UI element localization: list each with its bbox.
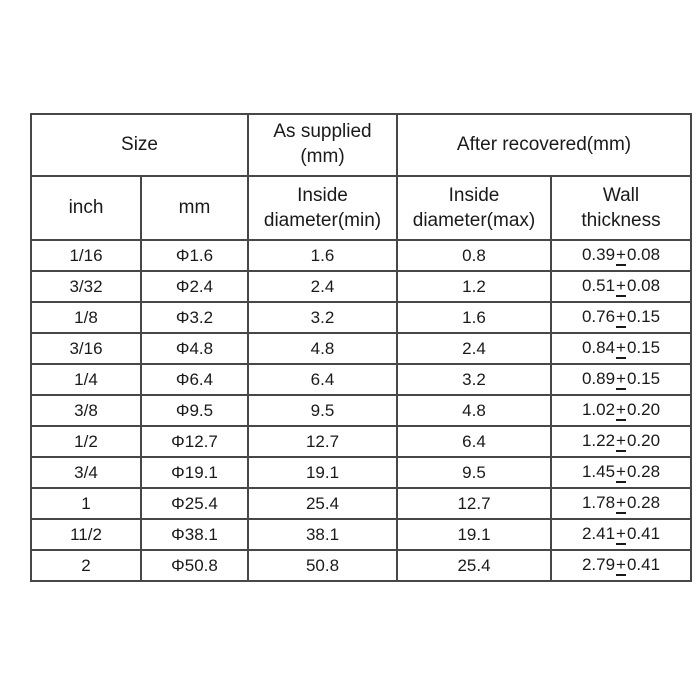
cell-size-mm: Φ1.6 [141, 240, 248, 271]
cell-size-inch: 1/8 [31, 302, 141, 333]
plus-minus-symbol: + [616, 557, 627, 576]
plus-minus-symbol: + [616, 371, 627, 390]
header-size-label: Size [121, 133, 158, 155]
header-inside-min-line1: Inside [297, 184, 348, 206]
cell-inside-diameter-max: 0.8 [397, 240, 551, 271]
header-wall-line2: thickness [581, 210, 661, 231]
cell-inside-diameter-max: 6.4 [397, 426, 551, 457]
table-row [31, 519, 691, 550]
cell-size-inch: 1/16 [31, 240, 141, 271]
cell-inside-diameter-min: 4.8 [248, 333, 397, 364]
cell-size-mm: Φ12.7 [141, 426, 248, 457]
plus-minus-symbol: + [616, 340, 627, 359]
cell-size-mm: Φ6.4 [141, 364, 248, 395]
plus-minus-symbol: + [616, 433, 627, 452]
cell-size-inch: 3/8 [31, 395, 141, 426]
cell-size-mm: Φ25.4 [141, 488, 248, 519]
plus-minus-symbol: + [616, 278, 627, 297]
cell-inside-diameter-min: 25.4 [248, 488, 397, 519]
cell-size-mm: Φ19.1 [141, 457, 248, 488]
cell-size-mm: Φ9.5 [141, 395, 248, 426]
cell-inside-diameter-max: 19.1 [397, 519, 551, 550]
cell-inside-diameter-min: 2.4 [248, 271, 397, 302]
cell-wall-thickness: 0.39+0.08 [551, 240, 691, 271]
table-row [31, 302, 691, 333]
table-row [31, 550, 691, 581]
cell-wall-thickness: 0.76+0.15 [551, 302, 691, 333]
cell-inside-diameter-max: 4.8 [397, 395, 551, 426]
cell-wall-thickness: 0.51+0.08 [551, 271, 691, 302]
cell-size-mm: Φ3.2 [141, 302, 248, 333]
cell-size-inch: 1 [31, 488, 141, 519]
cell-inside-diameter-min: 19.1 [248, 457, 397, 488]
table-row [31, 395, 691, 426]
cell-wall-thickness: 2.79+0.41 [551, 550, 691, 581]
header-row-columns [31, 176, 691, 240]
cell-wall-thickness: 1.22+0.20 [551, 426, 691, 457]
cell-wall-thickness: 1.78+0.28 [551, 488, 691, 519]
header-as-supplied-line1: As supplied [273, 121, 372, 143]
header-inside-max-line2: diameter(max) [412, 210, 536, 231]
header-col-inside-diameter-max [397, 176, 551, 240]
header-row-groups [31, 114, 691, 176]
header-after-recovered-label: After recovered(mm) [456, 133, 632, 155]
cell-size-mm: Φ4.8 [141, 333, 248, 364]
header-as-supplied [248, 114, 397, 176]
spec-table-body [31, 240, 691, 581]
table-row [31, 240, 691, 271]
table-row [31, 333, 691, 364]
header-after-recovered [397, 114, 691, 176]
cell-inside-diameter-max: 12.7 [397, 488, 551, 519]
table-row [31, 457, 691, 488]
cell-size-inch: 2 [31, 550, 141, 581]
table-row [31, 271, 691, 302]
cell-inside-diameter-min: 38.1 [248, 519, 397, 550]
header-inside-min-line2: diameter(min) [263, 210, 382, 231]
table-row [31, 364, 691, 395]
cell-inside-diameter-min: 6.4 [248, 364, 397, 395]
header-col-inch [31, 176, 141, 240]
cell-inside-diameter-min: 12.7 [248, 426, 397, 457]
cell-inside-diameter-min: 50.8 [248, 550, 397, 581]
cell-inside-diameter-max: 25.4 [397, 550, 551, 581]
cell-inside-diameter-max: 1.2 [397, 271, 551, 302]
cell-size-inch: 3/16 [31, 333, 141, 364]
header-as-supplied-line2: (mm) [300, 146, 345, 167]
cell-inside-diameter-min: 3.2 [248, 302, 397, 333]
cell-wall-thickness: 0.84+0.15 [551, 333, 691, 364]
header-size [31, 114, 248, 176]
cell-size-inch: 1/4 [31, 364, 141, 395]
cell-wall-thickness: 0.89+0.15 [551, 364, 691, 395]
header-col-mm-label: mm [178, 197, 211, 219]
cell-wall-thickness: 1.45+0.28 [551, 457, 691, 488]
cell-size-inch: 3/32 [31, 271, 141, 302]
cell-inside-diameter-max: 9.5 [397, 457, 551, 488]
cell-inside-diameter-min: 9.5 [248, 395, 397, 426]
cell-size-inch: 3/4 [31, 457, 141, 488]
cell-size-inch: 11/2 [31, 519, 141, 550]
cell-wall-thickness: 1.02+0.20 [551, 395, 691, 426]
header-col-inch-label: inch [68, 197, 104, 219]
plus-minus-symbol: + [616, 247, 627, 266]
cell-inside-diameter-max: 1.6 [397, 302, 551, 333]
header-inside-max-line1: Inside [448, 184, 500, 206]
cell-size-mm: Φ38.1 [141, 519, 248, 550]
spec-table-header [31, 114, 691, 240]
header-col-wall-thickness [551, 176, 691, 240]
cell-inside-diameter-max: 2.4 [397, 333, 551, 364]
plus-minus-symbol: + [616, 526, 627, 545]
cell-size-inch: 1/2 [31, 426, 141, 457]
plus-minus-symbol: + [616, 464, 627, 483]
plus-minus-symbol: + [616, 495, 627, 514]
spec-table [30, 113, 692, 582]
cell-size-mm: Φ50.8 [141, 550, 248, 581]
cell-inside-diameter-max: 3.2 [397, 364, 551, 395]
header-col-inside-diameter-min [248, 176, 397, 240]
cell-size-mm: Φ2.4 [141, 271, 248, 302]
cell-inside-diameter-min: 1.6 [248, 240, 397, 271]
plus-minus-symbol: + [616, 402, 627, 421]
table-row [31, 488, 691, 519]
header-col-mm [141, 176, 248, 240]
cell-wall-thickness: 2.41+0.41 [551, 519, 691, 550]
table-row [31, 426, 691, 457]
header-wall-line1: Wall [602, 184, 640, 206]
plus-minus-symbol: + [616, 309, 627, 328]
